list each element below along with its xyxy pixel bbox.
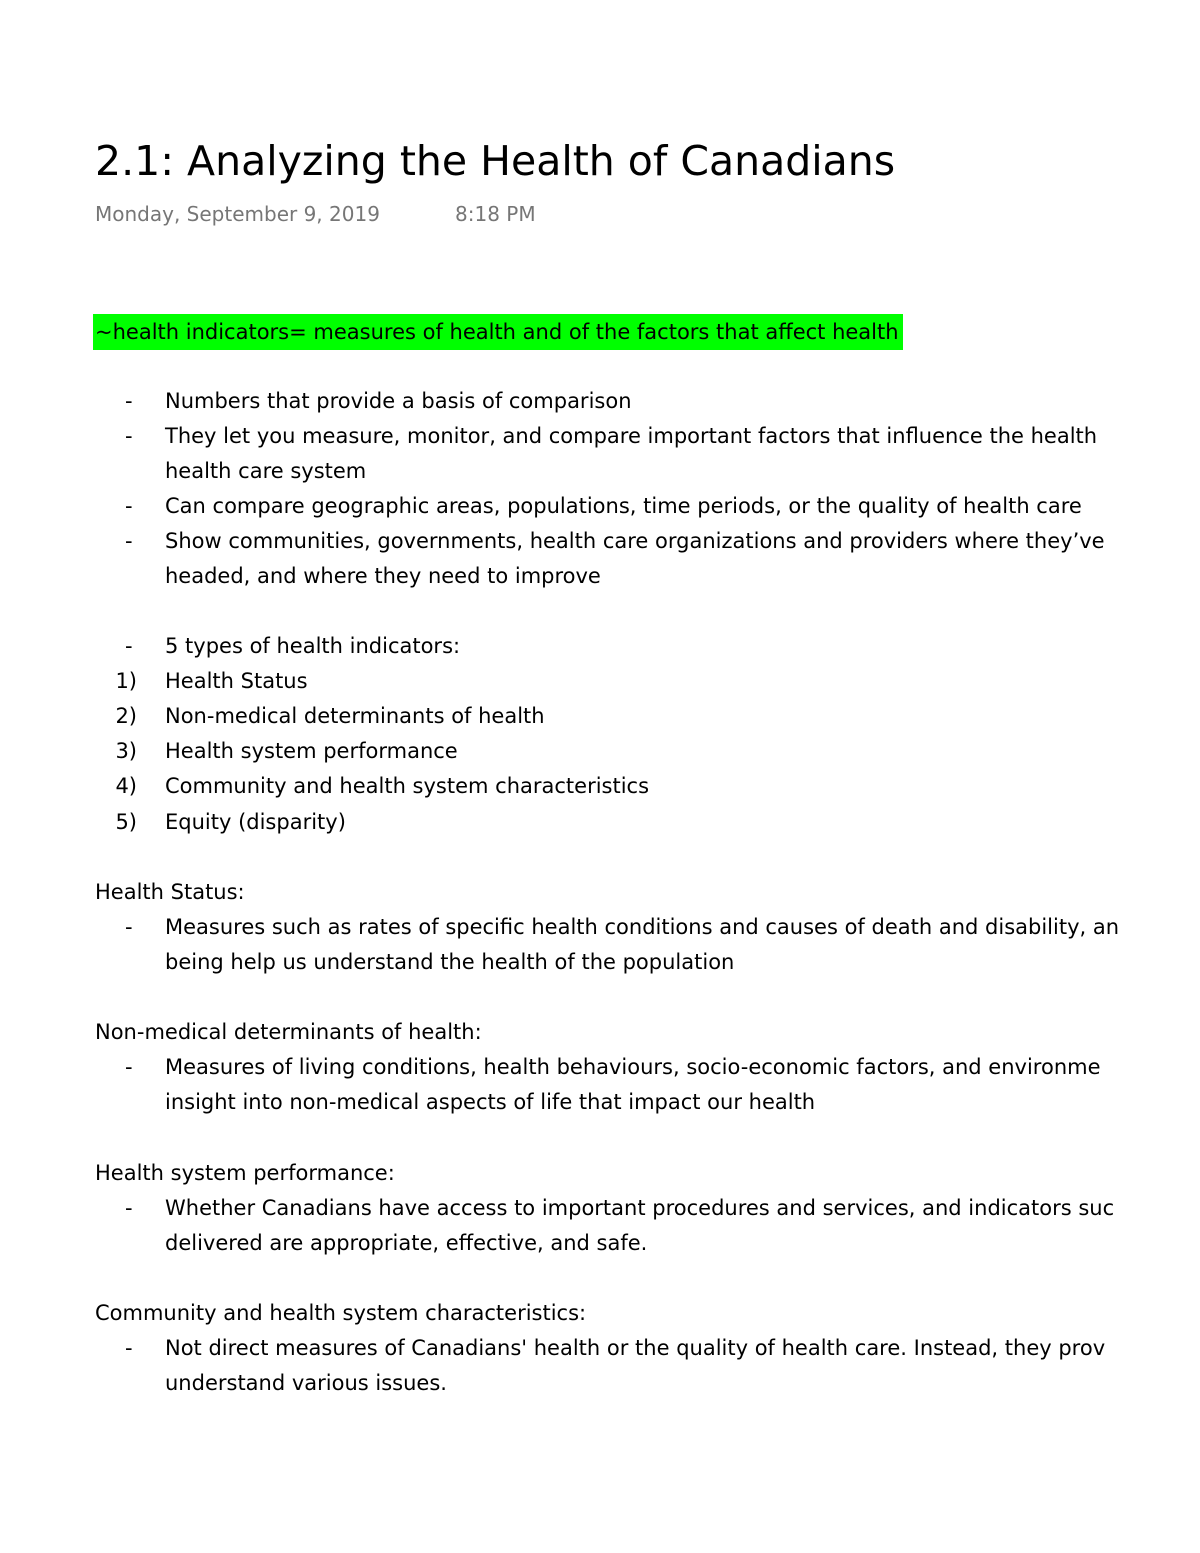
bullet-text: Show communities, governments, health care organizations and providers where they’ve xyxy=(165,529,1105,553)
list-item: Health system performance xyxy=(165,739,458,763)
bullet-text-continued: headed, and where they need to improve xyxy=(165,564,601,588)
list-number: 3) xyxy=(115,739,137,763)
list-item: Non-medical determinants of health xyxy=(165,704,545,728)
bullet-text-continued: understand various issues. xyxy=(165,1371,447,1395)
bullet-dash: - xyxy=(125,915,133,939)
bullet-dash: - xyxy=(125,1336,133,1360)
bullet-text: Numbers that provide a basis of comparison xyxy=(165,389,632,413)
bullet-dash: - xyxy=(125,1196,133,1220)
highlighted-definition: ~health indicators= measures of health and of the factors that affect health xyxy=(93,314,903,350)
list-number: 2) xyxy=(115,704,137,728)
section-heading-non-medical: Non-medical determinants of health: xyxy=(95,1020,482,1044)
list-number: 4) xyxy=(115,774,137,798)
types-intro: 5 types of health indicators: xyxy=(165,634,461,658)
bullet-dash: - xyxy=(125,634,133,658)
bullet-text: Not direct measures of Canadians' health or the quality of health care. Instead, they prov xyxy=(165,1336,1106,1360)
list-item: Equity (disparity) xyxy=(165,810,346,834)
bullet-text: Measures such as rates of specific health conditions and causes of death and disability, an xyxy=(165,915,1120,939)
bullet-text-continued: insight into non-medical aspects of life that impact our health xyxy=(165,1090,816,1114)
list-number: 1) xyxy=(115,669,137,693)
bullet-text: Whether Canadians have access to important procedures and services, and indicators suc xyxy=(165,1196,1115,1220)
bullet-text: They let you measure, monitor, and compare important factors that influence the health xyxy=(165,424,1098,448)
bullet-dash: - xyxy=(125,529,133,553)
list-number: 5) xyxy=(115,810,137,834)
list-item: Health Status xyxy=(165,669,308,693)
bullet-dash: - xyxy=(125,494,133,518)
bullet-text: Measures of living conditions, health behaviours, socio-economic factors, and environme xyxy=(165,1055,1101,1079)
list-item: Community and health system characteristics xyxy=(165,774,650,798)
section-heading-system-performance: Health system performance: xyxy=(95,1161,395,1185)
page-title: 2.1: Analyzing the Health of Canadians xyxy=(95,137,896,185)
section-heading-health-status: Health Status: xyxy=(95,880,245,904)
note-date: Monday, September 9, 2019 xyxy=(95,202,380,226)
note-time: 8:18 PM xyxy=(455,202,536,226)
bullet-text-continued: health care system xyxy=(165,459,367,483)
bullet-text-continued: being help us understand the health of the population xyxy=(165,950,735,974)
section-heading-community: Community and health system characteristics: xyxy=(95,1301,587,1325)
bullet-text-continued: delivered are appropriate, effective, and safe. xyxy=(165,1231,648,1255)
bullet-dash: - xyxy=(125,389,133,413)
bullet-dash: - xyxy=(125,424,133,448)
bullet-text: Can compare geographic areas, populations, time periods, or the quality of health care xyxy=(165,494,1082,518)
bullet-dash: - xyxy=(125,1055,133,1079)
